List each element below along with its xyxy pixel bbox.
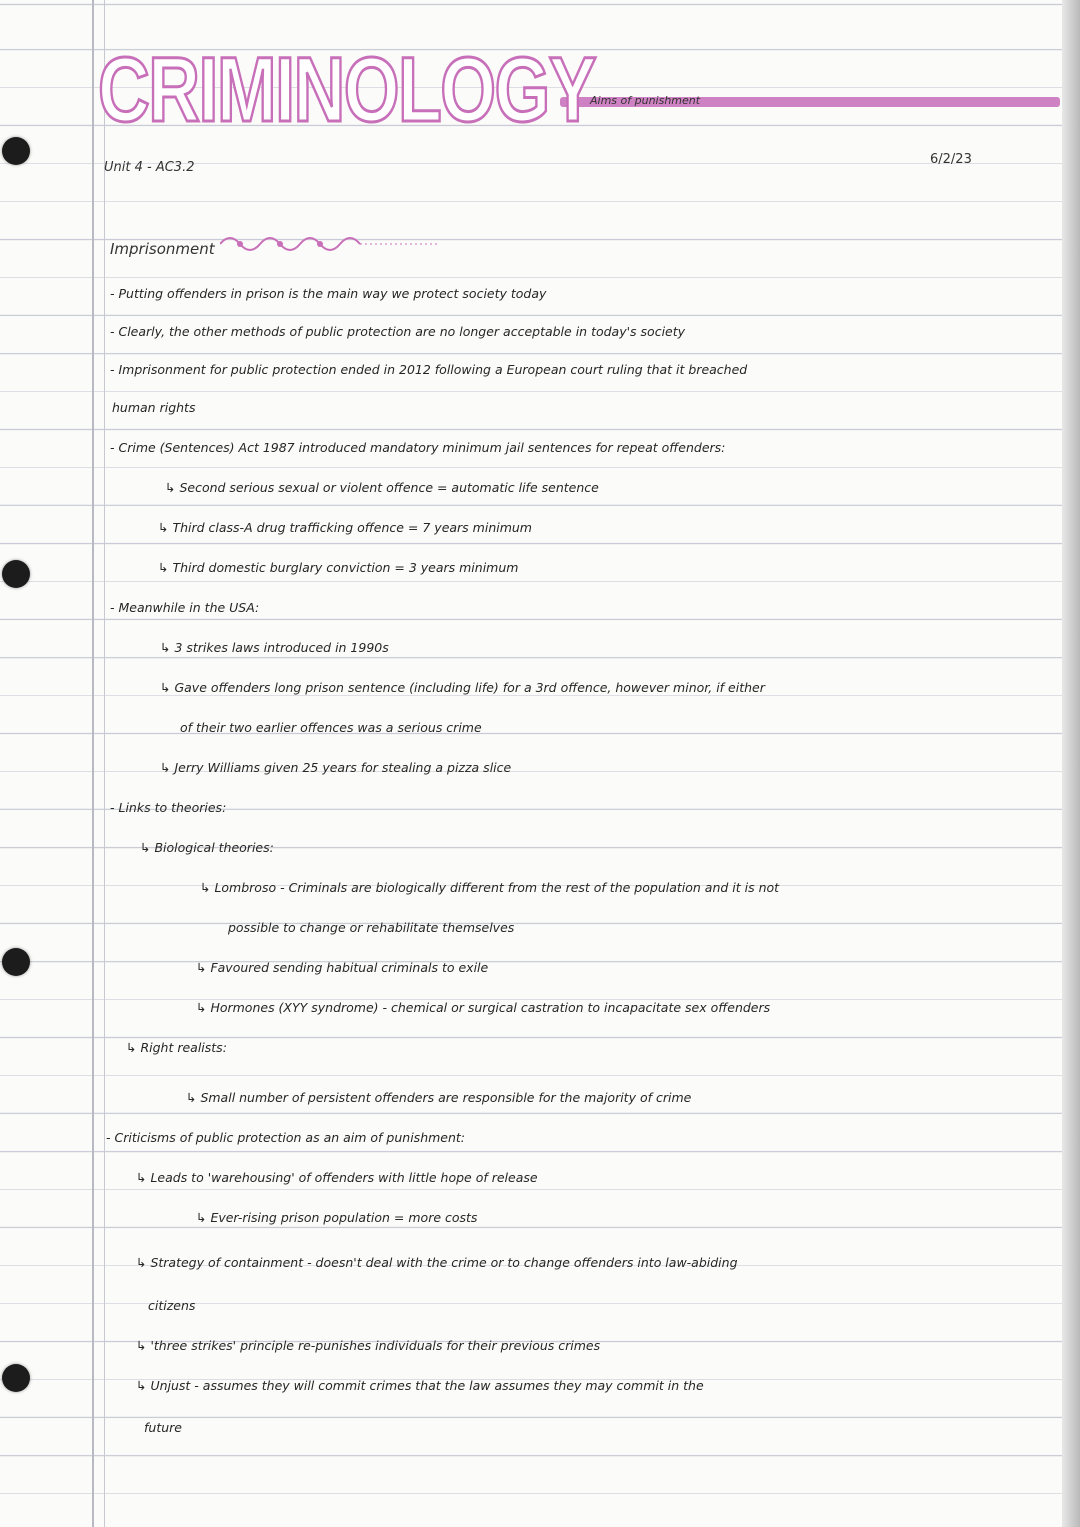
note-line: citizens bbox=[148, 1298, 196, 1313]
note-line: ↳ Lombroso - Criminals are biologically different from the rest of the population and it is not bbox=[200, 880, 780, 895]
note-line: ↳ Biological theories: bbox=[140, 840, 274, 855]
note-line: ↳ Second serious sexual or violent offence = automatic life sentence bbox=[165, 480, 599, 495]
decorative-squiggle-icon bbox=[220, 228, 460, 252]
date-label: 6/2/23 bbox=[930, 152, 972, 167]
margin-line-inner bbox=[104, 0, 105, 1527]
note-line: human rights bbox=[112, 400, 196, 415]
note-line: - Imprisonment for public protection ended in 2012 following a European court ruling that it breached bbox=[110, 362, 748, 377]
note-line: ↳ Unjust - assumes they will commit crimes that the law assumes they may commit in the bbox=[136, 1378, 704, 1393]
note-line: ↳ 'three strikes' principle re-punishes individuals for their previous crimes bbox=[136, 1338, 601, 1353]
unit-label: Unit 4 - AC3.2 bbox=[104, 160, 195, 175]
note-line: - Putting offenders in prison is the main way we protect society today bbox=[110, 286, 547, 301]
note-line: - Clearly, the other methods of public protection are no longer acceptable in today's society bbox=[110, 324, 686, 339]
note-line: ↳ Hormones (XYY syndrome) - chemical or surgical castration to incapacitate sex offenders bbox=[196, 1000, 771, 1015]
section-heading: Imprisonment bbox=[110, 240, 215, 258]
note-line: ↳ Right realists: bbox=[126, 1040, 227, 1055]
note-line: ↳ Leads to 'warehousing' of offenders with little hope of release bbox=[136, 1170, 538, 1185]
note-line: ↳ Third domestic burglary conviction = 3 years minimum bbox=[158, 560, 519, 575]
punch-hole bbox=[2, 1364, 30, 1392]
note-line: ↳ Jerry Williams given 25 years for stealing a pizza slice bbox=[160, 760, 512, 775]
topic-label: Aims of punishment bbox=[590, 94, 701, 107]
page-edge bbox=[1062, 0, 1080, 1527]
note-line: ↳ Small number of persistent offenders are responsible for the majority of crime bbox=[186, 1090, 692, 1105]
note-line: - Links to theories: bbox=[110, 800, 227, 815]
note-line: ↳ Strategy of containment - doesn't deal with the crime or to change offenders into law-abiding bbox=[136, 1255, 738, 1270]
note-line: of their two earlier offences was a serious crime bbox=[180, 720, 482, 735]
note-line: possible to change or rehabilitate themselves bbox=[228, 920, 515, 935]
note-line: - Meanwhile in the USA: bbox=[110, 600, 260, 615]
margin-line bbox=[92, 0, 94, 1527]
punch-hole bbox=[2, 948, 30, 976]
note-line: ↳ 3 strikes laws introduced in 1990s bbox=[160, 640, 389, 655]
note-line: - Criticisms of public protection as an aim of punishment: bbox=[106, 1130, 466, 1145]
note-line: ↳ Gave offenders long prison sentence (including life) for a 3rd offence, however minor, if either bbox=[160, 680, 765, 695]
note-line: ↳ Ever-rising prison population = more costs bbox=[196, 1210, 478, 1225]
punch-hole bbox=[2, 137, 30, 165]
note-line: ↳ Favoured sending habitual criminals to exile bbox=[196, 960, 489, 975]
note-line: - Crime (Sentences) Act 1987 introduced mandatory minimum jail sentences for repeat offenders: bbox=[110, 440, 726, 455]
punch-hole bbox=[2, 560, 30, 588]
note-line: future bbox=[144, 1420, 182, 1435]
page-title: CRIMINOLOGY bbox=[98, 39, 596, 141]
note-line: ↳ Third class-A drug trafficking offence = 7 years minimum bbox=[158, 520, 532, 535]
